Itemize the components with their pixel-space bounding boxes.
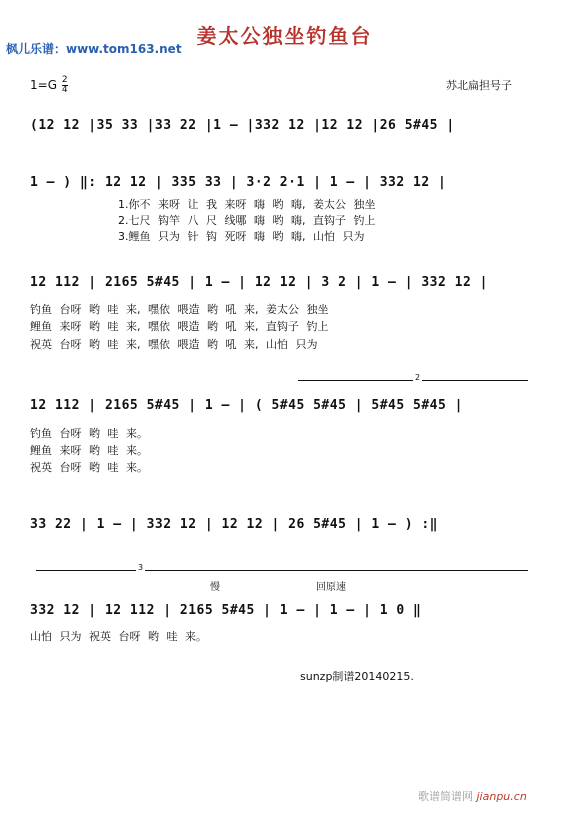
lyric-verse-3: 祝英 台呀 哟 哇 来, 嘿依 喂造 哟 吼 来, 山怕 只为 [30,338,318,351]
lyric-verse-3: 祝英 台呀 哟 哇 来。 [30,461,148,474]
lyric-verse-1: 钓鱼 台呀 哟 哇 来。 [30,427,148,440]
time-denominator: 4 [61,85,68,95]
lyric-final: 山怕 只为 祝英 台呀 哟 哇 来。 [30,630,207,643]
score-line-1: (12 12 |35 33 |33 22 |1 – |332 12 |12 12 |26 5#45 | [30,118,455,133]
score-line-3: 12 112 | 2165 5#45 | 1 – | 12 12 | 3 2 | 1 – | 332 12 | [30,275,488,290]
key-label: 1=G [30,78,57,92]
maker-credit: sunzp制谱20140215. [300,670,414,683]
lyric-verse-2: 鲤鱼 来呀 哟 哇 来, 嘿依 喂造 哟 吼 来, 直钩子 钓上 [30,320,329,333]
repeat-bracket [36,563,528,577]
bracket-number: 3 [138,563,144,572]
tempo-slow: 慢 [210,582,220,593]
bracket-number: 2 [415,373,421,382]
key-signature [30,76,68,95]
site-watermark: 枫儿乐谱：www.tom163.net [6,42,182,56]
score-line-5: 33 22 | 1 – | 332 12 | 12 12 | 26 5#45 | 1 – ) :‖ [30,517,439,532]
lyric-verse-2: 2.七尺 钩竿 八 尺 线哪 嗨 哟 嗨, 直钩子 钓上 [118,214,376,227]
score-line-4: 12 112 | 2165 5#45 | 1 – | ( 5#45 5#45 | 5#45 5#45 | [30,398,463,413]
song-origin: 苏北扁担号子 [446,79,512,92]
lyric-verse-1: 钓鱼 台呀 哟 哇 来, 嘿依 喂造 哟 吼 来, 姜太公 独坐 [30,303,329,316]
bottom-watermark [418,788,527,804]
repeat-bracket [298,373,528,387]
score-line-6: 332 12 | 12 112 | 2165 5#45 | 1 – | 1 – | 1 0 ‖ [30,603,422,618]
tempo-return: 回原速 [316,582,346,593]
lyric-verse-3: 3.鲤鱼 只为 针 钩 死呀 嗨 哟 嗨, 山怕 只为 [118,230,365,243]
time-numerator: 2 [61,75,68,85]
watermark-text: 歌谱简谱网 [418,790,473,803]
score-line-2: 1 – ) ‖: 12 12 | 335 33 | 3·2 2·1 | 1 – | 332 12 | [30,175,447,190]
lyric-verse-1: 1.你不 来呀 让 我 来呀 嗨 哟 嗨, 姜太公 独坐 [118,198,376,211]
page-title: 姜太公独坐钓鱼台 [196,24,373,48]
watermark-brand: jianpu.cn [476,790,527,803]
time-signature [62,76,68,95]
lyric-verse-2: 鲤鱼 来呀 哟 哇 来。 [30,444,148,457]
